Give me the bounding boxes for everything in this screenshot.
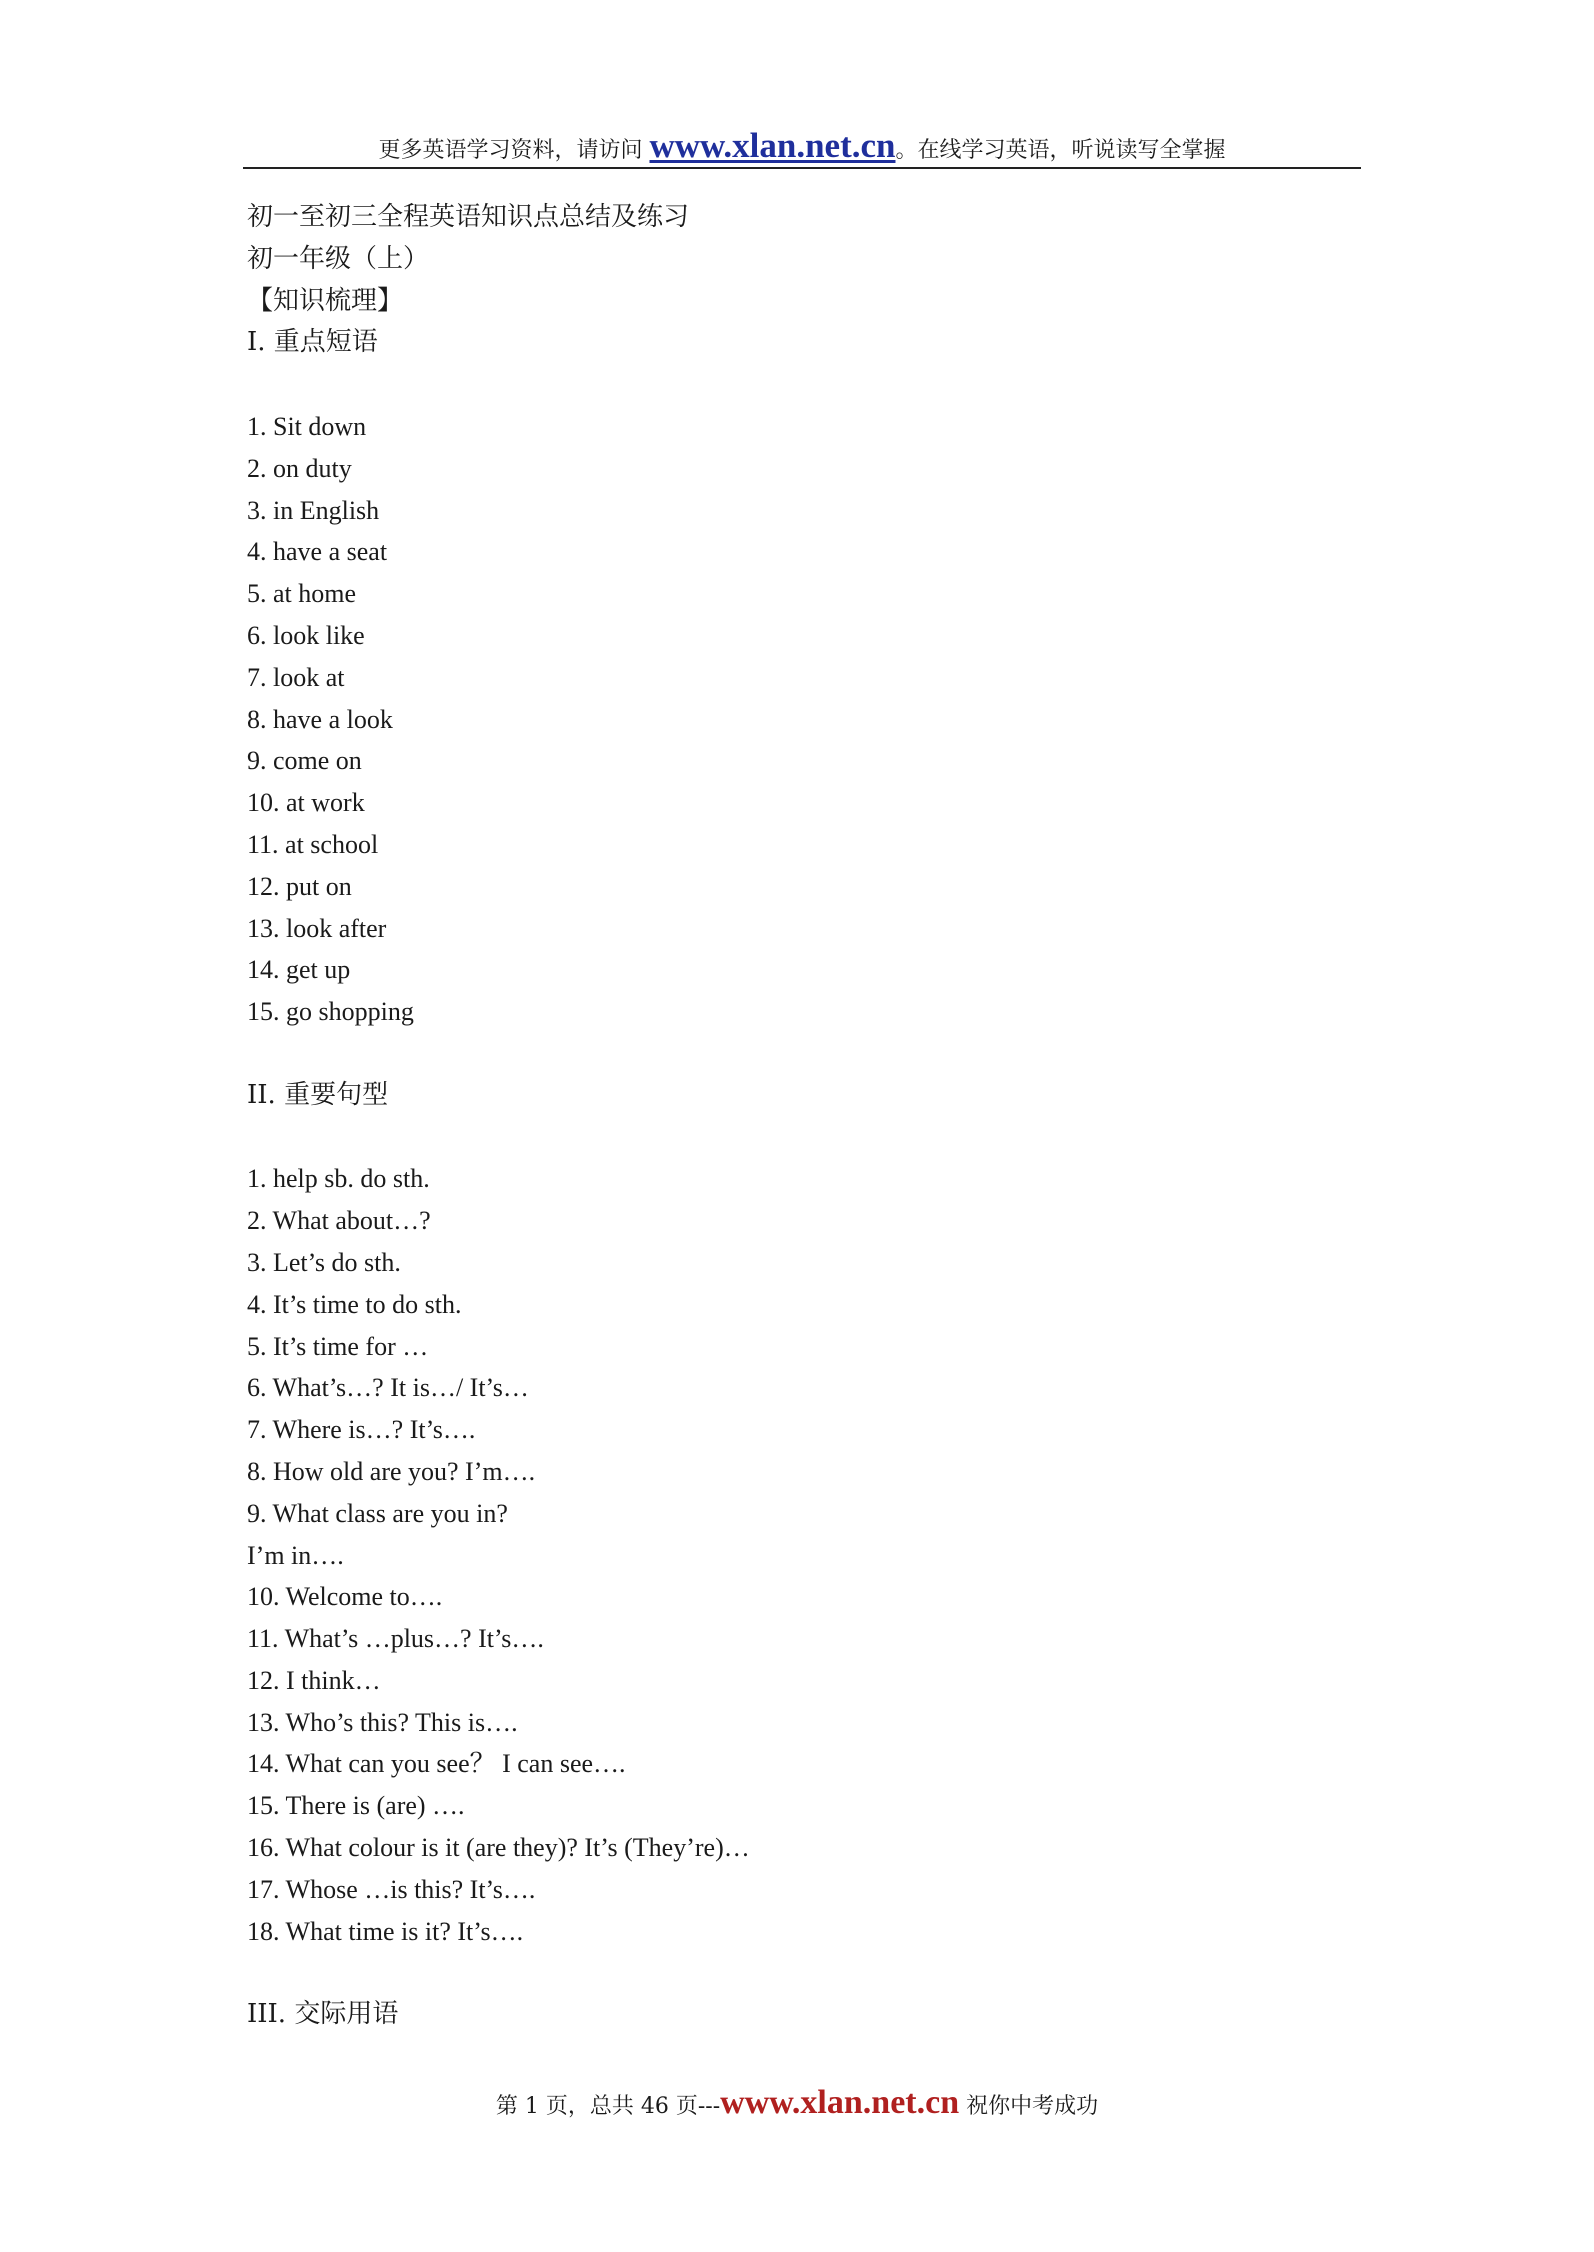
list-item: 16. What colour is it (are they)? It’s (They’re)… xyxy=(247,1833,750,1863)
list-item: 7. Where is…? It’s…. xyxy=(247,1415,476,1445)
list-item: 8. How old are you? I’m…. xyxy=(247,1456,536,1486)
list-item: 2. on duty xyxy=(247,453,352,483)
part3-heading: III. 交际用语 xyxy=(247,1999,399,2030)
list-item: 2. What about…? xyxy=(247,1206,431,1236)
list-item: 9. What class are you in? xyxy=(247,1498,508,1528)
footer-suffix: 祝你中考成功 xyxy=(959,2094,1099,2119)
list-item: 12. I think… xyxy=(247,1665,381,1695)
list-item: 13. Who’s this? This is…. xyxy=(247,1707,518,1737)
section-label: 【知识梳理】 xyxy=(247,285,404,316)
spacer xyxy=(247,1033,1347,1075)
list-item: 4. have a seat xyxy=(247,537,388,567)
page-header xyxy=(243,124,1361,168)
spacer xyxy=(247,1117,1347,1159)
list-item: 15. There is (are) …. xyxy=(247,1791,465,1821)
list-item: 1. help sb. do sth. xyxy=(247,1164,430,1194)
list-item: 14. get up xyxy=(247,955,351,985)
list-item: 6. What’s…? It is…/ It’s… xyxy=(247,1373,529,1403)
header-divider xyxy=(243,167,1361,169)
footer-page-info: 第 1 页，总共 46 页--- xyxy=(495,2094,721,2119)
list-item: 8. have a look xyxy=(247,704,393,734)
spacer xyxy=(247,1952,1347,1994)
list-item: 14. What can you see？ I can see…. xyxy=(247,1749,626,1779)
list-item: I’m in…. xyxy=(247,1540,344,1570)
document-body xyxy=(247,197,1347,2036)
list-item: 11. What’s …plus…? It’s…. xyxy=(247,1624,544,1654)
list-item: 12. put on xyxy=(247,871,352,901)
header-suffix: 。在线学习英语，听说读写全掌握 xyxy=(895,138,1226,163)
spacer xyxy=(247,364,1347,406)
part2-heading: II. 重要句型 xyxy=(247,1079,389,1110)
list-item: 10. Welcome to…. xyxy=(247,1582,443,1612)
page-footer xyxy=(0,2081,1594,2129)
list-item: 18. What time is it? It’s…. xyxy=(247,1916,524,1946)
list-item: 5. It’s time for … xyxy=(247,1331,429,1361)
footer-link[interactable]: www.xlan.net.cn xyxy=(720,2084,960,2121)
document-title: 初一至初三全程英语知识点总结及练习 xyxy=(247,202,690,232)
part1-heading: I. 重点短语 xyxy=(247,327,378,358)
sentence-list xyxy=(247,1158,1347,1952)
list-item: 13. look after xyxy=(247,913,387,943)
header-link[interactable]: www.xlan.net.cn xyxy=(649,126,896,165)
grade-label: 初一年级（上） xyxy=(247,243,430,274)
phrase-list xyxy=(247,406,1347,1033)
list-item: 11. at school xyxy=(247,829,379,859)
list-item: 3. Let’s do sth. xyxy=(247,1247,401,1277)
list-item: 4. It’s time to do sth. xyxy=(247,1289,462,1319)
list-item: 6. look like xyxy=(247,620,365,650)
list-item: 7. look at xyxy=(247,662,345,692)
list-item: 3. in English xyxy=(247,495,380,525)
list-item: 15. go shopping xyxy=(247,997,414,1027)
list-item: 9. come on xyxy=(247,746,362,776)
list-item: 10. at work xyxy=(247,788,365,818)
list-item: 17. Whose …is this? It’s…. xyxy=(247,1874,536,1904)
list-item: 5. at home xyxy=(247,579,357,609)
header-prefix: 更多英语学习资料，请访问 xyxy=(378,138,650,163)
list-item: 1. Sit down xyxy=(247,411,367,441)
